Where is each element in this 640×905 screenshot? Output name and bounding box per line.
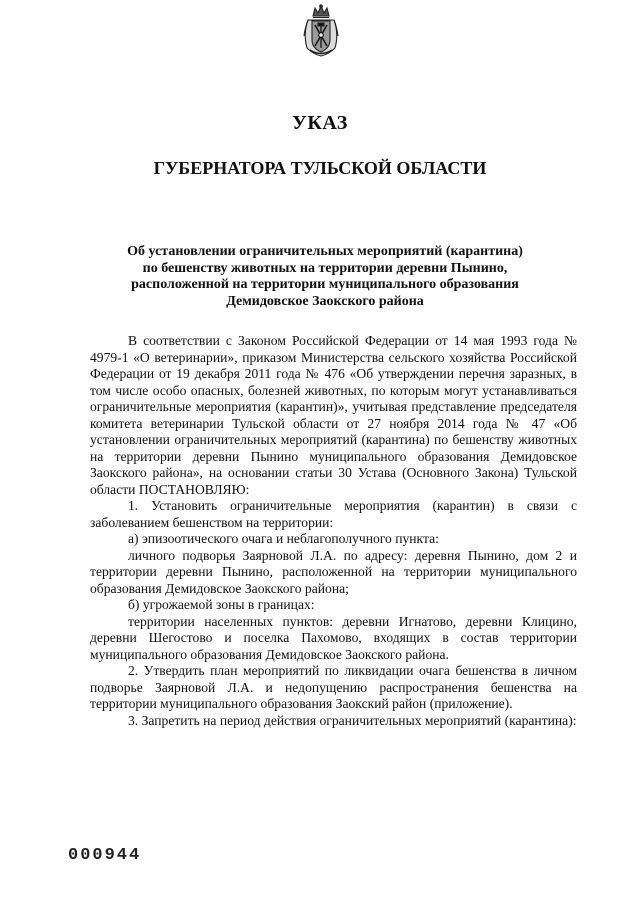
- clause-1a: а) эпизоотического очага и неблагополучного пункта:: [128, 531, 439, 546]
- clause-2: 2. Утвердить план мероприятий по ликвидации очага бешенства в личном подворье Заярновой Л.А. и недопущению распространения бешенства на территории муниципального образования Заокский район (приложение).: [90, 663, 577, 711]
- preamble-paragraph: В соответствии с Законом Российской Федерации от 14 мая 1993 года № 4979-1 «О ветеринарии», приказом Министерства сельского хозяйства Российской Федерации от 19 декабря 2011 года № 476 «Об утверждении перечня заразных, в том числе особо опасных, болезней животных, по которым могут устанавливаться ограничительные мероприятия (карантин)», учитывая представление председателя комитета ветеринарии Тульской области от 27 ноября 2014 года № 47 «Об установлении ограничительных мероприятий (карантина) по бешенству животных на территории деревни Пынино муниципального образования Демидовское Заокского района», на основании статьи 30 Устава (Основного Закона) Тульской области ПОСТАНОВЛЯЮ:: [90, 333, 577, 497]
- clause-1b: б) угрожаемой зоны в границах:: [128, 597, 315, 612]
- heading-line: Демидовское Заокского района: [226, 293, 424, 309]
- document-subtitle: ГУБЕРНАТОРА ТУЛЬСКОЙ ОБЛАСТИ: [153, 158, 487, 178]
- heading-line: Об установлении ограничительных мероприятий (карантина): [127, 244, 523, 259]
- heading-line: по бешенству животных на территории деревни Пынино,: [142, 260, 508, 276]
- coat-of-arms-icon: [301, 4, 341, 58]
- clause-1a-text: личного подворья Заярновой Л.А. по адресу: деревня Пынино, дом 2 и территории деревни Пынино, расположенной на территории муниципального образования Демидовское Заокского района;: [90, 547, 577, 596]
- clause-1: 1. Установить ограничительные мероприятия (карантин) в связи с заболеванием бешенством на территории:: [90, 498, 577, 530]
- decree-heading: [100, 244, 550, 310]
- serial-number: 000944: [68, 846, 142, 865]
- decree-body: [90, 333, 577, 729]
- document-title: УКАЗ: [292, 112, 348, 134]
- heading-line: расположенной на территории муниципального образования: [131, 277, 519, 292]
- clause-3: 3. Запретить на период действия ограничительных мероприятий (карантина):: [128, 712, 577, 728]
- clause-1b-text: территории населенных пунктов: деревни Игнатово, деревни Клицино, деревни Шегостово и поселка Пахомово, входящих в состав территории муниципального образования Демидовское Заокского района.: [90, 613, 577, 662]
